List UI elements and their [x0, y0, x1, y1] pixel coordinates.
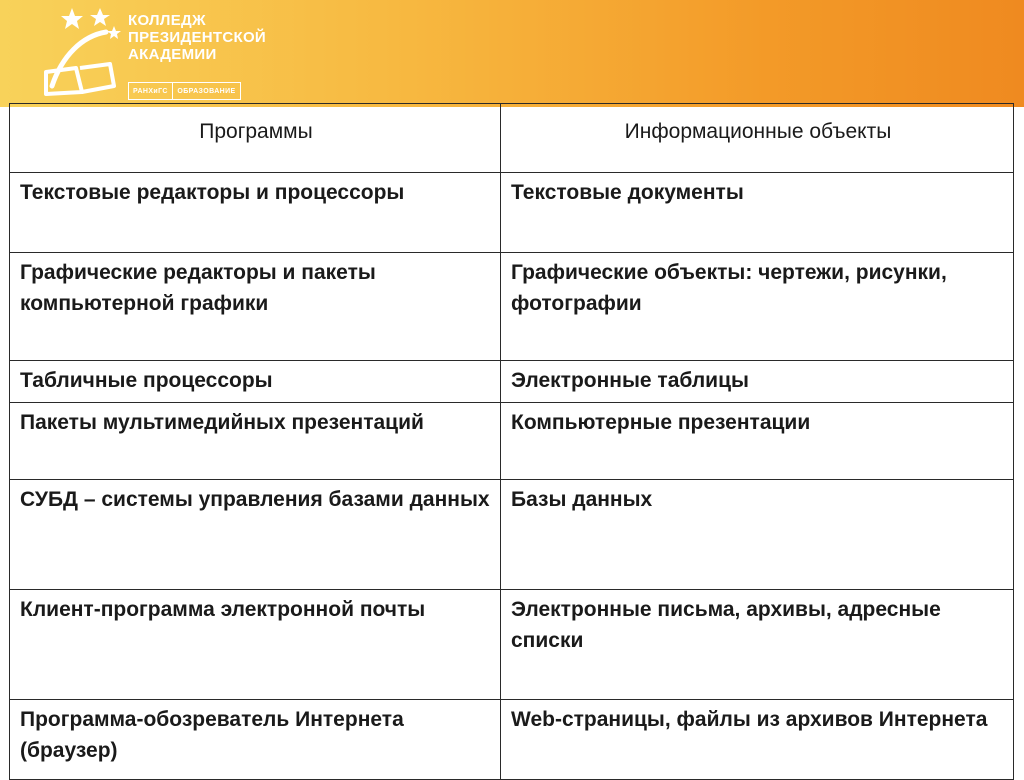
table-row: [10, 403, 1014, 480]
header-banner: [0, 0, 1024, 107]
programs-table: [9, 103, 1014, 780]
logo-line: ПРЕЗИДЕНТСКОЙ: [128, 29, 266, 46]
program-cell: Клиент-программа электронной почты: [10, 590, 501, 700]
table-row: [10, 361, 1014, 403]
header-objects: Информационные объекты: [501, 104, 1014, 173]
logo-line: АКАДЕМИИ: [128, 46, 217, 63]
object-cell: Электронные письма, архивы, адресные списки: [501, 590, 1014, 700]
header-programs: Программы: [10, 104, 501, 173]
table-row: [10, 253, 1014, 361]
program-cell: Графические редакторы и пакеты компьютерной графики: [10, 253, 501, 361]
program-cell: Табличные процессоры: [10, 361, 501, 403]
object-cell: Web-страницы, файлы из архивов Интернета: [501, 700, 1014, 780]
object-cell: Компьютерные презентации: [501, 403, 1014, 480]
logo-tagline: [128, 82, 241, 100]
logo-line: КОЛЛЕДЖ: [128, 12, 206, 29]
object-cell: Базы данных: [501, 480, 1014, 590]
logo-tag-right: ОБРАЗОВАНИЕ: [177, 87, 236, 95]
object-cell: Электронные таблицы: [501, 361, 1014, 403]
book-with-stars-icon: [42, 6, 122, 100]
object-cell: Графические объекты: чертежи, рисунки, фотографии: [501, 253, 1014, 361]
header-row: [10, 104, 1014, 173]
table-row: [10, 480, 1014, 590]
program-cell: Пакеты мультимедийных презентаций: [10, 403, 501, 480]
program-cell: СУБД – системы управления базами данных: [10, 480, 501, 590]
college-logo: [42, 6, 282, 102]
table-row: [10, 590, 1014, 700]
table-row: [10, 173, 1014, 253]
program-cell: Программа-обозреватель Интернета (браузер): [10, 700, 501, 780]
logo-tag-left: РАНХиГС: [133, 87, 168, 95]
logo-wordmark: [128, 12, 266, 63]
object-cell: Текстовые документы: [501, 173, 1014, 253]
table-row: [10, 700, 1014, 780]
program-cell: Текстовые редакторы и процессоры: [10, 173, 501, 253]
